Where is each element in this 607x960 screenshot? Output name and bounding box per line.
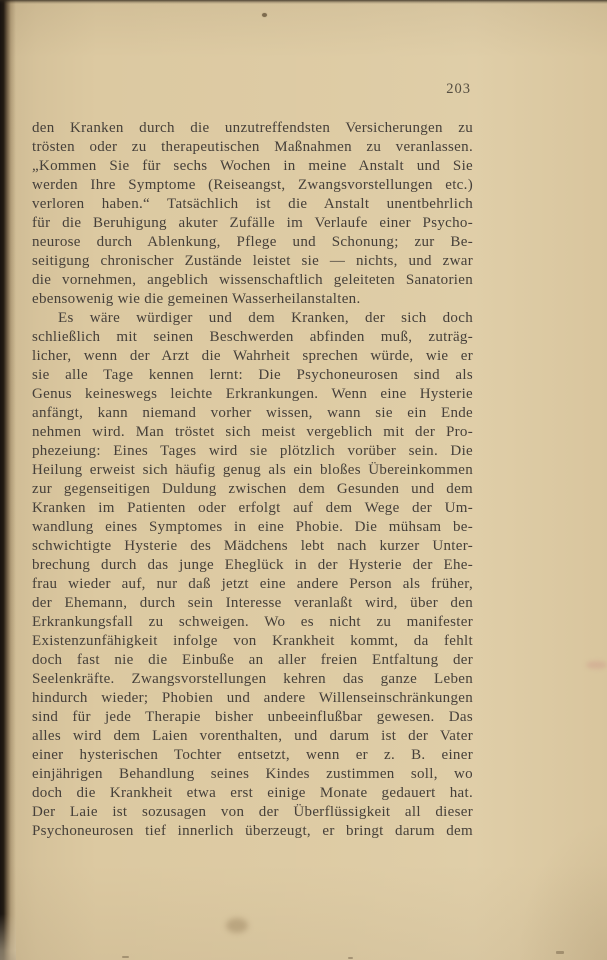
text-line: nehmen wird. Man tröstet sich meist vergeblich mit der Pro-	[32, 424, 473, 440]
text-line: Seelenkräfte. Zwangsvorstellungen kehren das ganze Leben	[32, 671, 473, 687]
text-line: Existenzunfähigkeit infolge von Krankheit kommt, da fehlt	[32, 633, 473, 649]
text-line: licher, wenn der Arzt die Wahrheit sprechen würde, wie er	[32, 348, 473, 364]
text-line: alles wird dem Laien vorenthalten, und darum ist der Vater	[32, 728, 473, 744]
text-line: trösten oder zu therapeutischen Maßnahmen zu veranlassen.	[32, 139, 473, 155]
text-line: „Kommen Sie für sechs Wochen in meine Anstalt und Sie	[32, 158, 473, 174]
text-line: seitigung chronischer Zustände leistet sie — nichts, und zwar	[32, 253, 473, 269]
corner-shadow	[517, 820, 607, 960]
text-line: brechung durch das junge Eheglück in der Hysterie der Ehe-	[32, 557, 473, 573]
scan-gutter-edge-left	[0, 0, 16, 960]
text-line: Heilung erweist sich häufig genug als ein bloßes Übereinkommen	[32, 462, 473, 478]
text-line: der Ehemann, durch sein Interesse veranlaßt wird, über den	[32, 595, 473, 611]
text-line: für die Beruhigung akuter Zufälle im Verlaufe einer Psycho-	[32, 215, 473, 231]
text-line: Der Laie ist sozusagen von der Überflüssigkeit all dieser	[32, 804, 473, 820]
text-line: sind für jede Therapie bisher unbeeinflußbar gewesen. Das	[32, 709, 473, 725]
text-line: Es wäre würdiger und dem Kranken, der sich doch	[58, 310, 473, 326]
paper-speck	[262, 13, 267, 17]
text-line: wandlung eines Symptomes in eine Phobie. Die mühsam be-	[32, 519, 473, 535]
text-line: die vornehmen, angeblich wissenschaftlich geleiteten Sanatorien	[32, 272, 473, 288]
text-line: einer hysterischen Tochter entsetzt, wenn er z. B. einer	[32, 747, 473, 763]
text-line: den Kranken durch die unzutreffendsten Versicherungen zu	[32, 120, 473, 136]
page-number: 203	[446, 81, 471, 97]
scan-edge-top	[0, 0, 607, 4]
text-line: zur gegenseitigen Duldung zwischen dem Gesunden und dem	[32, 481, 473, 497]
paper-smudge	[226, 918, 248, 933]
text-line: doch die Krankheit etwa erst einige Monate gedauert hat.	[32, 785, 473, 801]
text-line: schließlich mit seinen Beschwerden abfinden muß, zuträg-	[32, 329, 473, 345]
text-line: phezeiung: Eines Tages wird sie plötzlich vorüber sein. Die	[32, 443, 473, 459]
text-line: ebensowenig wie die gemeinen Wasserheilanstalten.	[32, 291, 361, 307]
text-line: schwichtigte Hysterie des Mädchens lebt nach kurzer Unter-	[32, 538, 473, 554]
text-line: sie alle Tage kennen lernt: Die Psychoneurosen sind als	[32, 367, 473, 383]
text-line: Psychoneurosen tief innerlich überzeugt, er bringt darum dem	[32, 823, 473, 839]
text-line: einjährigen Behandlung seines Kindes zustimmen soll, wo	[32, 766, 473, 782]
paper-mark	[586, 661, 607, 669]
text-line: werden Ihre Symptome (Reiseangst, Zwangsvorstellungen etc.)	[32, 177, 473, 193]
text-line: neurose durch Ablenkung, Pflege und Schonung; zur Be-	[32, 234, 473, 250]
text-line: Genus keineswegs leichte Erkrankungen. Wenn eine Hysterie	[32, 386, 473, 402]
body-text-block	[32, 119, 473, 841]
text-line: doch fast nie die Einbuße an aller freien Entfaltung der	[32, 652, 473, 668]
text-line: anfängt, kann niemand vorher wissen, wann sie ein Ende	[32, 405, 473, 421]
text-line: frau wieder auf, nur daß jetzt eine andere Person als früher,	[32, 576, 473, 592]
text-line: Erkrankungsfall zu schweigen. Wo es nicht zu manifester	[32, 614, 473, 630]
text-line: hindurch wieder; Phobien und andere Willenseinschränkungen	[32, 690, 473, 706]
text-line: verloren haben.“ Tatsächlich ist die Anstalt unentbehrlich	[32, 196, 473, 212]
scan-gutter-edge-fade	[0, 914, 16, 960]
text-line: Kranken im Patienten oder erfolgt auf dem Wege der Um-	[32, 500, 473, 516]
